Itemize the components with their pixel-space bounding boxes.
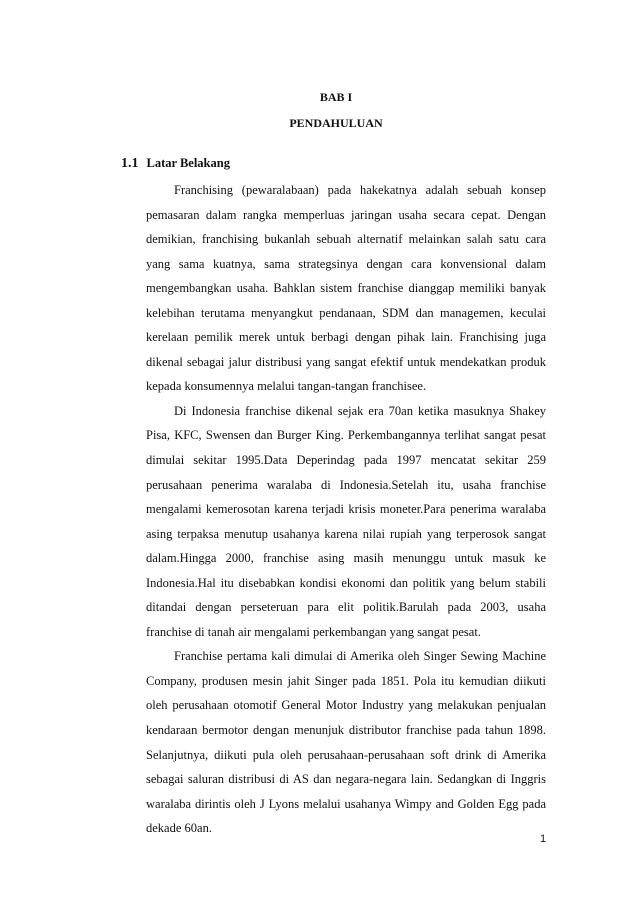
chapter-title: PENDAHULUAN [289,116,383,130]
section-heading [121,155,230,172]
section-title: Latar Belakang [146,156,230,170]
body-text [146,178,546,841]
page-number: 1 [540,833,547,845]
chapter-number: BAB I [319,90,353,104]
section-number: 1.1 [121,156,139,171]
paragraph-franchise-history: Franchise pertama kali dimulai di Amerika oleh Singer Sewing Machine Company, produsen mesin jahit Singer pada 1851. Pola itu kemudian diikuti oleh perusahaan otomotif General Motor Industry yang melakukan penjualan kendaraan bermotor dengan menunjuk distributor franchise pada tahun 1898. Selanjutnya, diikuti pula oleh perusahaan-perusahaan soft drink di Amerika sebagai saluran distribusi di AS dan negara-negara lain. Sedangkan di Inggris waralaba dirintis oleh J Lyons melalui usahanya Wimpy and Golden Egg pada dekade 60an. [146,649,546,836]
paragraph-franchising-concept: Franchising (pewaralabaan) pada hakekatnya adalah sebuah konsep pemasaran dalam rangka memperluas jaringan usaha secara cepat. Dengan demikian, franchising bukanlah sebuah alternatif melainkan salah satu cara yang sama kuatnya, sama strategsinya dengan cara konvensional dalam mengembangkan usaha. Bahklan sistem franchise dianggap memiliki banyak kelebihan terutama menyangkut pendanaan, SDM dan managemen, keculai kerelaan pemilik merek untuk berbagi dengan pihak lain. Franchising juga dikenal sebagai jalur distribusi yang sangat efektif untuk mendekatkan produk kepada konsumennya melalui tangan-tangan franchisee. [146,183,546,394]
paragraph-franchise-indonesia: Di Indonesia franchise dikenal sejak era 70an ketika masuknya Shakey Pisa, KFC, Swensen dan Burger King. Perkembangannya terlihat sangat pesat dimulai sekitar 1995.Data Deperindag pada 1997 mencatat sekitar 259 perusahaan penerima waralaba di Indonesia.Setelah itu, usaha franchise mengalami kemerosotan karena terjadi krisis moneter.Para penerima waralaba asing terpaksa menutup usahanya karena nilai rupiah yang terperosok sangat dalam.Hingga 2000, franchise asing masih menunggu untuk masuk ke Indonesia.Hal itu disebabkan kondisi ekonomi dan politik yang belum stabili ditandai dengan perseteruan para elit politik.Barulah pada 2003, usaha franchise di tanah air mengalami perkembangan yang sangat pesat. [146,403,546,639]
